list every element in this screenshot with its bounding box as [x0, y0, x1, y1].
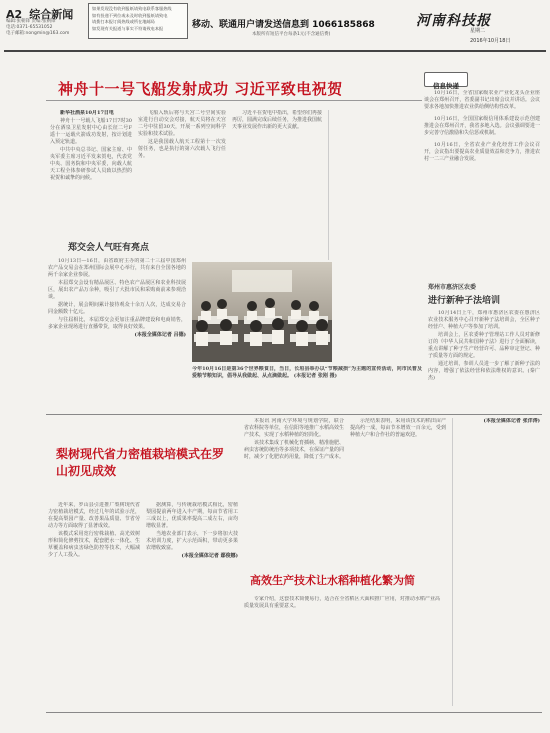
masthead-rule — [4, 50, 546, 52]
rice-byline: (本报全媒体记者 张洋涛) — [483, 418, 540, 424]
seed-source: 郑州市惠济区农委 — [428, 284, 477, 291]
photo-caption — [192, 366, 422, 390]
seed-paragraph: 培训会上，区农委种子管理站工作人员对新修订的《中华人民共和国种子法》进行了全面解读，重点讲解了种子生产经营许可、品种审定登记、种子质量等方面的规定。 — [428, 332, 540, 359]
expo-byline: (本报全媒体记者 吕德) — [134, 332, 186, 338]
lead-byline: 新华社酒泉10月17日电 — [60, 110, 114, 116]
lead-paragraph: 神舟十一号载人飞船17日7时30分在酒泉卫星发射中心由长征二号F遥十一运载火箭成功发射，按计划进入预定轨道。 — [50, 118, 132, 145]
sidebar-column — [424, 90, 540, 270]
ad-line: 请拨打本报订阅热线或所在地邮局 — [92, 19, 155, 25]
sidebar-item: 10月16日，全省国家级农业产业化龙头企业座谈会在郑州召开，省委副书记出席会议并讲话。会议要求各地加快推进农业供给侧结构性改革。 — [424, 90, 540, 110]
rice-paragraph: 专家介绍，这套技术简便易行，适合在全省稻区大面积推广应用，对推动水稻产业高质量发展具有重要意义。 — [244, 596, 440, 609]
newspaper-logo: 河南科技报 — [416, 13, 491, 29]
seed-column — [428, 310, 540, 410]
lead-paragraph: 飞船入轨后将与天宫二号空间实验室进行自动交会对接，航天员将在天宫二号中驻留30天，开展一系列空间科学实验和技术试验。 — [138, 110, 226, 137]
expo-paragraph: 本届郑交会设有精品展区、特色农产品展区和农业科技展区，展出农产品万余种，吸引了大批市民和采购商前来参观洽谈。 — [48, 280, 186, 300]
lead-column-2 — [138, 110, 226, 260]
lead-column-4 — [328, 110, 419, 260]
rice-side-column — [452, 418, 540, 706]
expo-paragraph: 据统计，展会期间累计接待观众十余万人次，达成交易合同金额数十亿元。 — [48, 302, 186, 315]
seed-paragraph: 通过培训，参训人员进一步了解了新种子法的内容，增强了依法经营和依法维权的意识。(秦广杰) — [428, 361, 540, 381]
issue-date: 2016年10月18日 — [470, 38, 511, 44]
bottom-rule — [46, 712, 542, 713]
photo-caption-text: 今年10月16日是第36个世界粮食日，当日，长垣县举办以“节粮减损”为主题的宣传活动，向市民普及爱粮节粮知识，倡导从我做起、从点滴做起。 — [192, 366, 422, 379]
pear-paragraph: 该模式采用宽行密株栽植、高光效树形和简化修剪技术，配套肥水一体化、生草覆盖和病虫害绿色防控等技术，大幅减少了人工投入。 — [48, 531, 140, 558]
section-name: 综合新闻 — [29, 8, 74, 21]
ad-headline: 移动、联通用户请发送信息到 1066185868 — [192, 20, 375, 30]
phone-line: 电话:0371-65531052 — [6, 25, 53, 30]
lead-paragraph: 中共中央总书记、国家主席、中央军委主席习近平发来贺电，代表党中央、国务院和中央军委，向载人航天工程全体参研参试人员致以热烈的祝贺和诚挚的问候。 — [50, 147, 132, 181]
lead-paragraph: 这是我国载人航天工程第十一次发射任务，也是执行的第六次载人飞行任务。 — [138, 139, 226, 159]
lead-paragraph: 习近平在贺电中指出，希望你们再接再厉，圆满完成后续任务，为推进我国航天事业发展作出新的更大贡献。 — [232, 110, 322, 130]
rice-paragraph: 示范结果表明，采用该技术的稻田亩产提高约一成，每亩节本增效一百余元，受到种植大户和合作社的普遍欢迎。 — [350, 418, 446, 438]
seed-paragraph: 10月14日上午，郑州市惠济区农委在惠济区农业技术服务中心召开新种子法培训会，全区种子经营户、种植大户等参加了培训。 — [428, 310, 540, 330]
section-rule — [46, 414, 542, 415]
weekday: 星期二 — [470, 28, 486, 34]
pear-paragraph: 当地农业部门表示，下一步将加大技术培训力度，扩大示范面积，带动更多果农增收致富。 — [146, 531, 238, 551]
news-photo — [192, 262, 332, 362]
editor-line: 编辑:张朝锋 责编:张朝锋 — [6, 19, 56, 24]
email-line: 电子邮箱:nongmin@163.com — [6, 31, 70, 36]
lead-column-3 — [232, 110, 322, 260]
pear-byline: (本报全媒体记者 鄢俊娜) — [181, 553, 238, 559]
rice-top-column-2 — [350, 418, 446, 554]
ad-subline: 本版所有短信平台每条1元(不含通信费) — [252, 32, 331, 37]
lead-headline: 神舟十一号飞船发射成功 习近平致电祝贺 — [58, 80, 343, 98]
masthead — [0, 0, 550, 52]
lead-column-1 — [50, 110, 132, 260]
page-number: A2 — [6, 8, 23, 21]
ad-line: 如有投递不到位或未及时收到报纸请致电 — [92, 12, 168, 18]
lead-rule — [46, 100, 422, 101]
rice-top-column-1 — [244, 418, 344, 554]
pear-column-2 — [146, 502, 238, 702]
seed-headline: 进行新种子法培训 — [428, 296, 501, 306]
ad-box — [88, 3, 188, 39]
expo-column — [48, 258, 186, 410]
ad-line: 如发现有关报道与事实不符请致电本报 — [92, 25, 164, 31]
pear-headline: 梨树现代省力密植栽培模式在罗山初见成效 — [56, 447, 225, 478]
expo-headline: 郑交会人气旺有亮点 — [68, 243, 150, 253]
pear-paragraph: 据测算，与传统栽培模式相比，密植梨园提前两年进入丰产期，每亩节省用工三成以上，优质果率提高二成左右，亩均增收显著。 — [146, 502, 238, 529]
ad-line: 如果发现没有收到报纸请致电联系客服热线 — [92, 6, 172, 11]
expo-paragraph: 与往届相比，本届郑交会更加注重品牌建设和电商销售，多家企业现场进行直播带货，取得良好效果。 — [48, 317, 186, 330]
pear-column-1 — [48, 502, 140, 702]
photo-credit: (本报记者 张刚 摄) — [293, 373, 337, 379]
sidebar-item: 10月16日，全国国家级信用体系建设示范创建推进会在郑州召开，我省多地入选。会议强调要进一步完善守信激励和失信惩戒机制。 — [424, 116, 540, 136]
sidebar-label: 信息快递 — [424, 72, 468, 87]
expo-paragraph: 10月13日—16日，由省政府主办的第二十三届中国郑州农产品交易会在郑州国际会展中心举行，共有来自全国各地的两千余家企业参展。 — [48, 258, 186, 278]
rice-headline: 高效生产技术让水稻种植化繁为简 — [250, 574, 415, 587]
pear-paragraph: 近年来，罗山县引进推广梨树现代省力密植栽培模式，经过几年的试验示范，在提高梨园产量、改善果品质量、节省劳动力等方面取得了显著成效。 — [48, 502, 140, 529]
classroom-photo-image — [192, 262, 332, 362]
rice-paragraph: 本报讯 河南大学环境与规划学院，联合省农科院等单位，在信阳等地推广水稻高效生产技术，实现了水稻种植的轻简化。 — [244, 418, 344, 438]
rice-paragraph: 该技术集成了机械化育插秧、精准施肥、病虫害统防统治等多项技术，在保证产量的同时，减少了化肥农药用量，降低了生产成本。 — [244, 440, 344, 460]
rice-bottom-column — [244, 596, 440, 706]
sidebar-item: 10月16日，全省农业产业化经营工作会议召开，会议指出要提高农业质量效益和竞争力，推进农村一二三产业融合发展。 — [424, 142, 540, 162]
